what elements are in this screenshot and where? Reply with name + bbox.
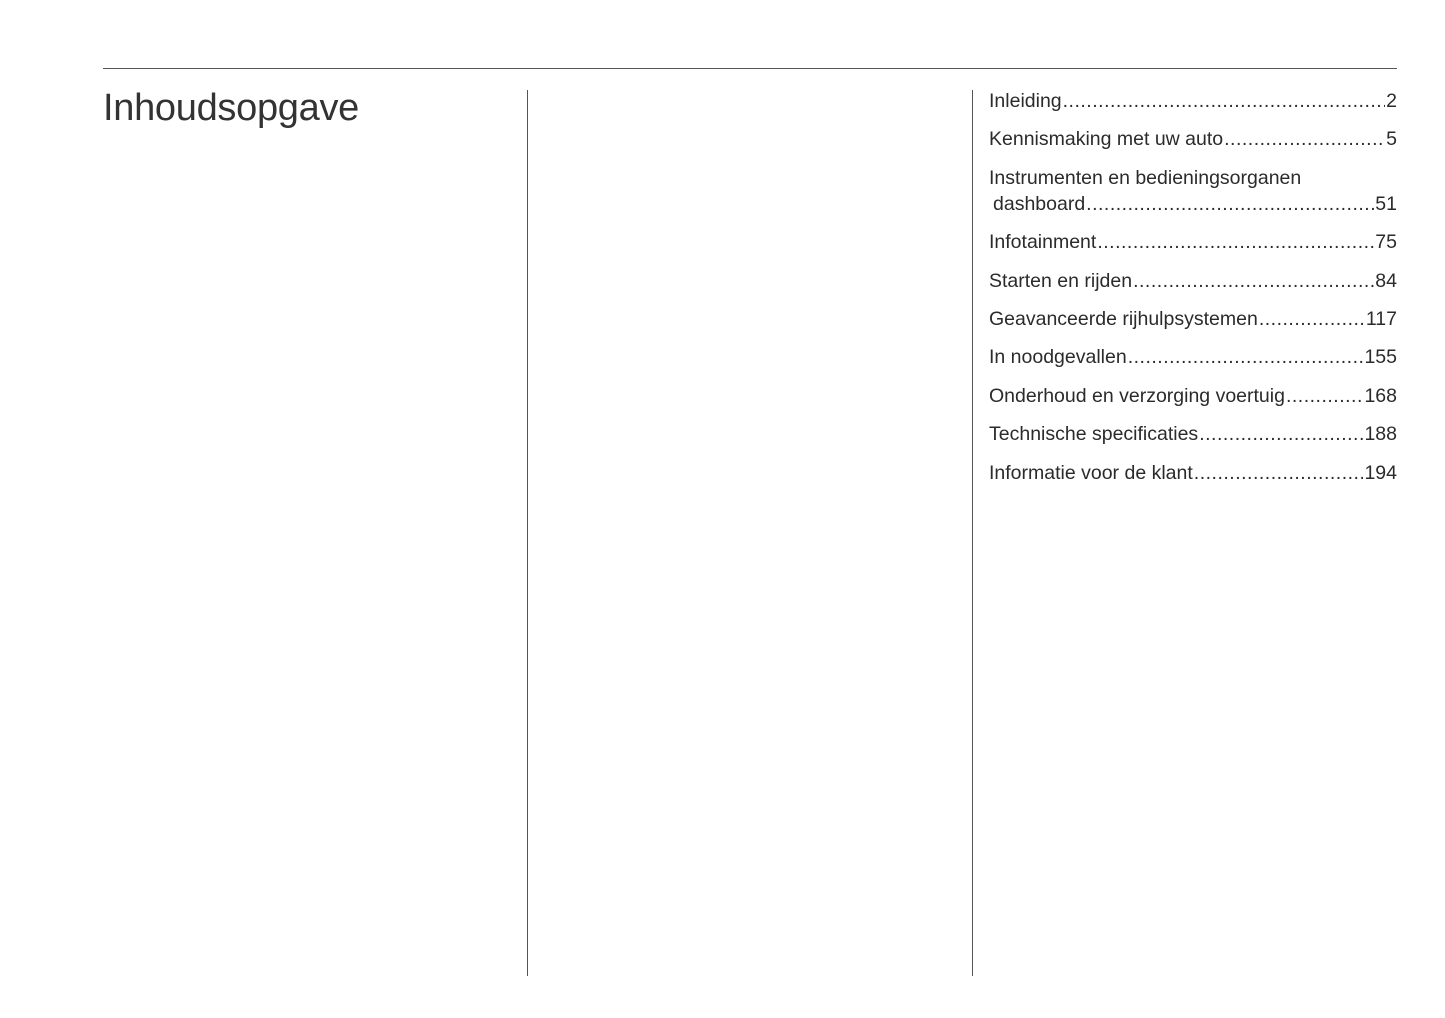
toc-leader-dots <box>1128 344 1364 370</box>
toc-entry-label: Kennismaking met uw auto <box>989 128 1224 151</box>
toc-leader-dots <box>1259 306 1365 332</box>
toc-page-number: 168 <box>1364 384 1397 407</box>
toc-entry-label: Inleiding <box>989 90 1062 112</box>
toc-page-number: 5 <box>1386 128 1397 151</box>
toc-leader-dots <box>1224 126 1385 152</box>
toc-leader-dots <box>1286 383 1364 409</box>
table-of-contents <box>989 88 1397 498</box>
toc-entry-label: dashboard <box>993 192 1086 215</box>
toc-page-number: 84 <box>1375 269 1397 292</box>
toc-entry-label: Infotainment <box>989 231 1097 254</box>
toc-entry-starten[interactable] <box>989 268 1397 294</box>
toc-page-number: 2 <box>1386 90 1397 112</box>
toc-entry-label-line1: Instrumenten en bedieningsorganen <box>989 166 1302 189</box>
column-divider-right <box>972 90 973 976</box>
toc-entry-label: Geavanceerde rijhulpsystemen <box>989 307 1258 330</box>
toc-entry-label: Onderhoud en verzorging voertuig <box>989 384 1285 407</box>
toc-entry-inleiding[interactable] <box>989 88 1397 114</box>
toc-page-number: 75 <box>1375 231 1397 254</box>
toc-entry-label: In noodgevallen <box>989 346 1127 369</box>
toc-page-number: 155 <box>1364 346 1397 369</box>
toc-entry-noodgevallen[interactable] <box>989 344 1397 370</box>
toc-page-number: 194 <box>1364 461 1397 484</box>
toc-entry-onderhoud[interactable] <box>989 383 1397 409</box>
toc-leader-dots <box>1097 229 1374 255</box>
toc-entry-label: Technische specificaties <box>989 423 1199 446</box>
toc-entry-klant[interactable] <box>989 460 1397 486</box>
toc-leader-dots <box>1086 191 1374 217</box>
column-divider-left <box>527 90 528 976</box>
toc-entry-instrumenten[interactable] <box>989 165 1397 217</box>
toc-entry-label: Informatie voor de klant <box>989 461 1193 484</box>
toc-entry-rijhulpsystemen[interactable] <box>989 306 1397 332</box>
page-title: Inhoudsopgave <box>103 87 359 129</box>
header-rule <box>103 68 1397 69</box>
toc-page-number: 188 <box>1364 423 1397 446</box>
toc-page-number: 117 <box>1365 307 1397 330</box>
toc-entry-specificaties[interactable] <box>989 421 1397 447</box>
toc-leader-dots <box>1199 421 1363 447</box>
toc-entry-kennismaking[interactable] <box>989 126 1397 152</box>
toc-leader-dots <box>1133 268 1374 294</box>
toc-entry-label: Starten en rijden <box>989 269 1133 292</box>
toc-leader-dots <box>1194 460 1364 486</box>
toc-leader-dots <box>1063 88 1386 114</box>
toc-entry-infotainment[interactable] <box>989 229 1397 255</box>
toc-page-number: 51 <box>1375 192 1397 215</box>
